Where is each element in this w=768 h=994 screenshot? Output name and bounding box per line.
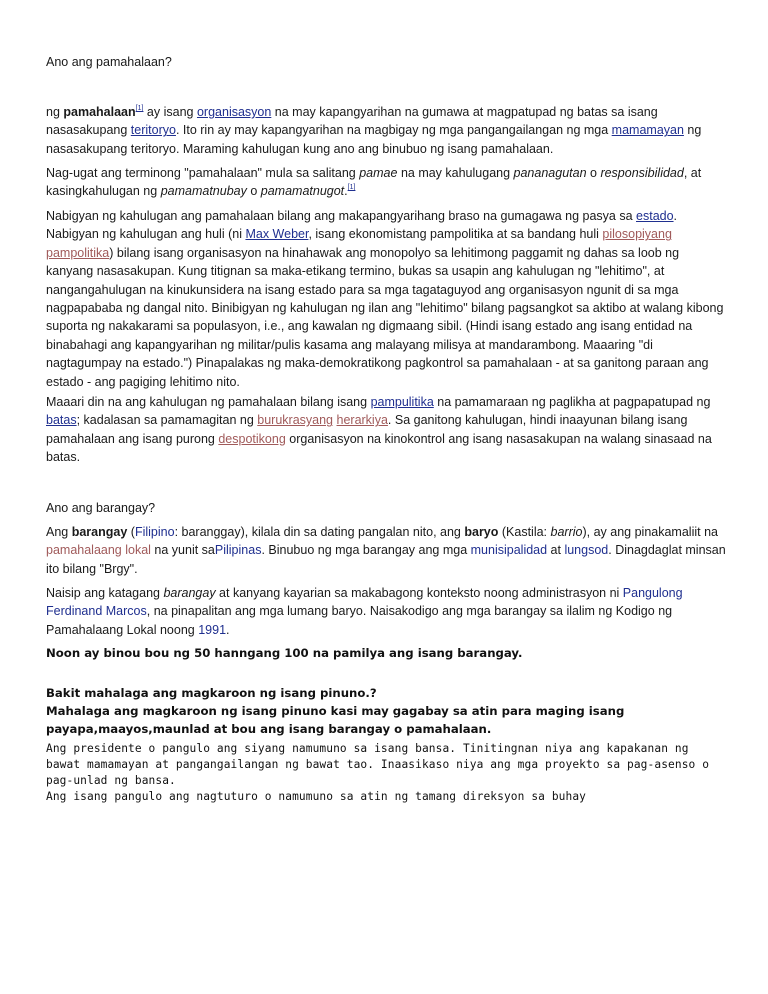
question-pinuno: Bakit mahalaga ang magkaroon ng isang pinuno.? [46,686,377,700]
text-span: . Ito rin ay may kapangyarihan na magbigay ng mga pangangailangan ng mga [175,123,612,138]
answer-pinuno: Mahalaga ang magkaroon ng isang pinuno kasi may gagabay sa atin para maging isang payapa,maayos,maunlad at bou ang isang barangay o pamahalaan. [46,704,625,736]
text-span: ng [46,105,64,119]
paragraph-pamahalaan-definition [46,103,726,158]
text-span: , isang ekonomistang pampolitika at sa bandang huli [308,227,603,242]
paragraph-etymology [46,164,726,201]
paragraph-pangulo: Ang isang pangulo ang nagtuturo o namumuno sa atin ng tamang direksyon sa buhay [46,790,586,803]
paragraph-barangay-size: Noon ay binou bou ng 50 hanngang 100 na pamilya ang isang barangay. [46,646,523,660]
term-barangay: barangay [163,586,216,600]
text-span: : baranggay), kilala din sa dating pangalan nito, ang [174,525,465,539]
text-span: (Kastila: [498,525,551,539]
paragraph-barangay-history [46,584,726,639]
text-span: Maaari din na ang kahulugan ng pamahalaan bilang isang [46,395,371,409]
text-span: ; kadalasan sa pamamagitan ng [76,413,258,428]
term-barangay: barangay [71,525,128,539]
link-mamamayan[interactable]: mamamayan [611,123,684,138]
text-span: o [246,184,261,199]
term-barrio: barrio [550,525,583,539]
paragraph-barangay-definition [46,523,726,578]
paragraph-presidente: Ang presidente o pangulo ang siyang namumuno sa isang bansa. Tinitingnan niya ang kapakanan ng bawat mamamayan at pangangailangan ng bawat tao. Inaasikaso niya ang mga proyekto sa pag-asenso o pag-unlad ng bansa. [46,742,710,787]
paragraph-pampulitika [46,393,726,467]
text-span: Ang [46,525,72,539]
term-pamamatnugot: pamamatnugot [260,184,345,199]
text-span: na pamamaraan ng paglikha at pagpapatupad ng [433,395,711,409]
text-span: ) bilang isang organisasyon na hinahawak ang monopolyo sa lehitimong paggamit ng dahas sa loob ng kanyang nasasakupan. Kung titignan sa maka-etikang termino, bukas sa usapin ang kahulugan ng "lehitimo", at nangangahulugan na kinukunsidera na isang estado para sa mga tagataguyod ang organisasyon ngunit di sa mga nagpapababa ng dangal nito. Binibigyan ng kahulugan ng ilan ang "lehitimo" bilang pagsangkot sa aktibo at walang kibong suporta ng nakakarami sa populasyon, i.e., ang kawalan ng digmaang sibil. (Hindi isang estado ang isang entidad na binabahagi ang kapangyarihan ng militar/pulis kasama ang malayang milisya at mandarambong. Maaaring "di nagtagumpay na estado.") Pinapalakas ng maka-demokratikong pagkontrol sa pamahalaan - at sa ganitong paraan ang estado - ang pagiging lehitimo nito. [46,245,724,389]
link-1991[interactable]: 1991 [198,622,227,637]
link-ferdinand-marcos[interactable]: Pangulong Ferdinand Marcos [46,586,683,619]
term-pamae: pamae [359,166,398,180]
link-herarkiya[interactable]: herarkiya [336,413,388,428]
term-pamahalaan: pamahalaan [63,105,136,119]
text-span: . Nabigyan ng kahulugan ang huli (ni [46,209,678,242]
term-baryo: baryo [464,525,499,539]
text-span: ng nasasakupang teritoryo. Maraming kahulugan kung ano ang binubuo ng isang pamahalaan. [46,123,702,156]
link-pilosopiyang-pampolitika[interactable]: pilosopiyang pampolitika [46,227,672,260]
link-munisipalidad[interactable]: munisipalidad [470,543,548,558]
text-span: na may kapangyarihan na gumawa at magpatupad ng batas sa isang nasasakupang [46,105,658,138]
term-responsibilidad: responsibilidad [600,166,684,180]
reference-link[interactable]: [1] [135,105,144,112]
link-pamahalaang-lokal[interactable]: pamahalaang lokal [46,543,151,558]
text-span: ), ay ang pinakamaliit na [582,525,718,539]
text-span: . Binubuo ng mga barangay ang mga [261,543,471,558]
text-span: at kanyang kayarian sa makabagong konteksto noong administrasyon ni [215,586,623,600]
reference-link[interactable]: [1] [347,184,356,192]
text-span: na yunit sa [150,543,215,558]
link-teritoryo[interactable]: teritoryo [130,123,176,138]
link-pilipinas[interactable]: Pilipinas [214,543,262,558]
text-span: o [586,166,601,180]
text-span: organisasyon na kinokontrol ang isang nasasakupan na walang sinasaad na batas. [46,431,712,465]
link-lungsod[interactable]: lungsod [564,543,609,558]
heading-pamahalaan: Ano ang pamahalaan? [46,55,172,69]
text-span: Nag-ugat ang terminong "pamahalaan" mula sa salitang [46,166,360,180]
text-span: ( [127,525,135,539]
text-span: ay isang [143,105,197,119]
text-span: Nabigyan ng kahulugan ang pamahalaan bilang ang makapangyarihang braso na gumagawa ng pasya sa [46,209,637,223]
link-pampulitika[interactable]: pampulitika [370,395,434,409]
text-span: . [226,622,230,637]
term-pamamatnubay: pamamatnubay [160,184,247,199]
link-despotikong[interactable]: despotikong [218,431,286,446]
text-span: , at kasingkahulugan ng [46,166,702,199]
text-span: Naisip ang katagang [46,586,164,600]
paragraph-estado [46,207,726,391]
text-span: at [547,543,565,558]
link-batas[interactable]: batas [46,413,77,428]
link-max-weber[interactable]: Max Weber [245,227,309,242]
link-organisasyon[interactable]: organisasyon [196,105,272,119]
text-span: . Dinagdaglat minsan ito bilang "Brgy". [46,543,726,576]
link-filipino[interactable]: Filipino [134,525,175,539]
link-burukrasyang[interactable]: burukrasyang [257,413,334,428]
text-span: na may kahulugang [397,166,514,180]
heading-barangay: Ano ang barangay? [46,501,156,515]
text-span: , na pinapalitan ang mga lumang baryo. Naisakodigo ang mga barangay sa ilalim ng Kodigo ng Pamahalaang Lokal noong [46,604,673,637]
text-span: . [344,184,348,199]
text-span: . Sa ganitong kahulugan, hindi inaayunan bilang isang pamahalaan ang isang purong [46,413,688,446]
link-estado[interactable]: estado [636,209,674,223]
term-pananagutan: pananagutan [513,166,587,180]
